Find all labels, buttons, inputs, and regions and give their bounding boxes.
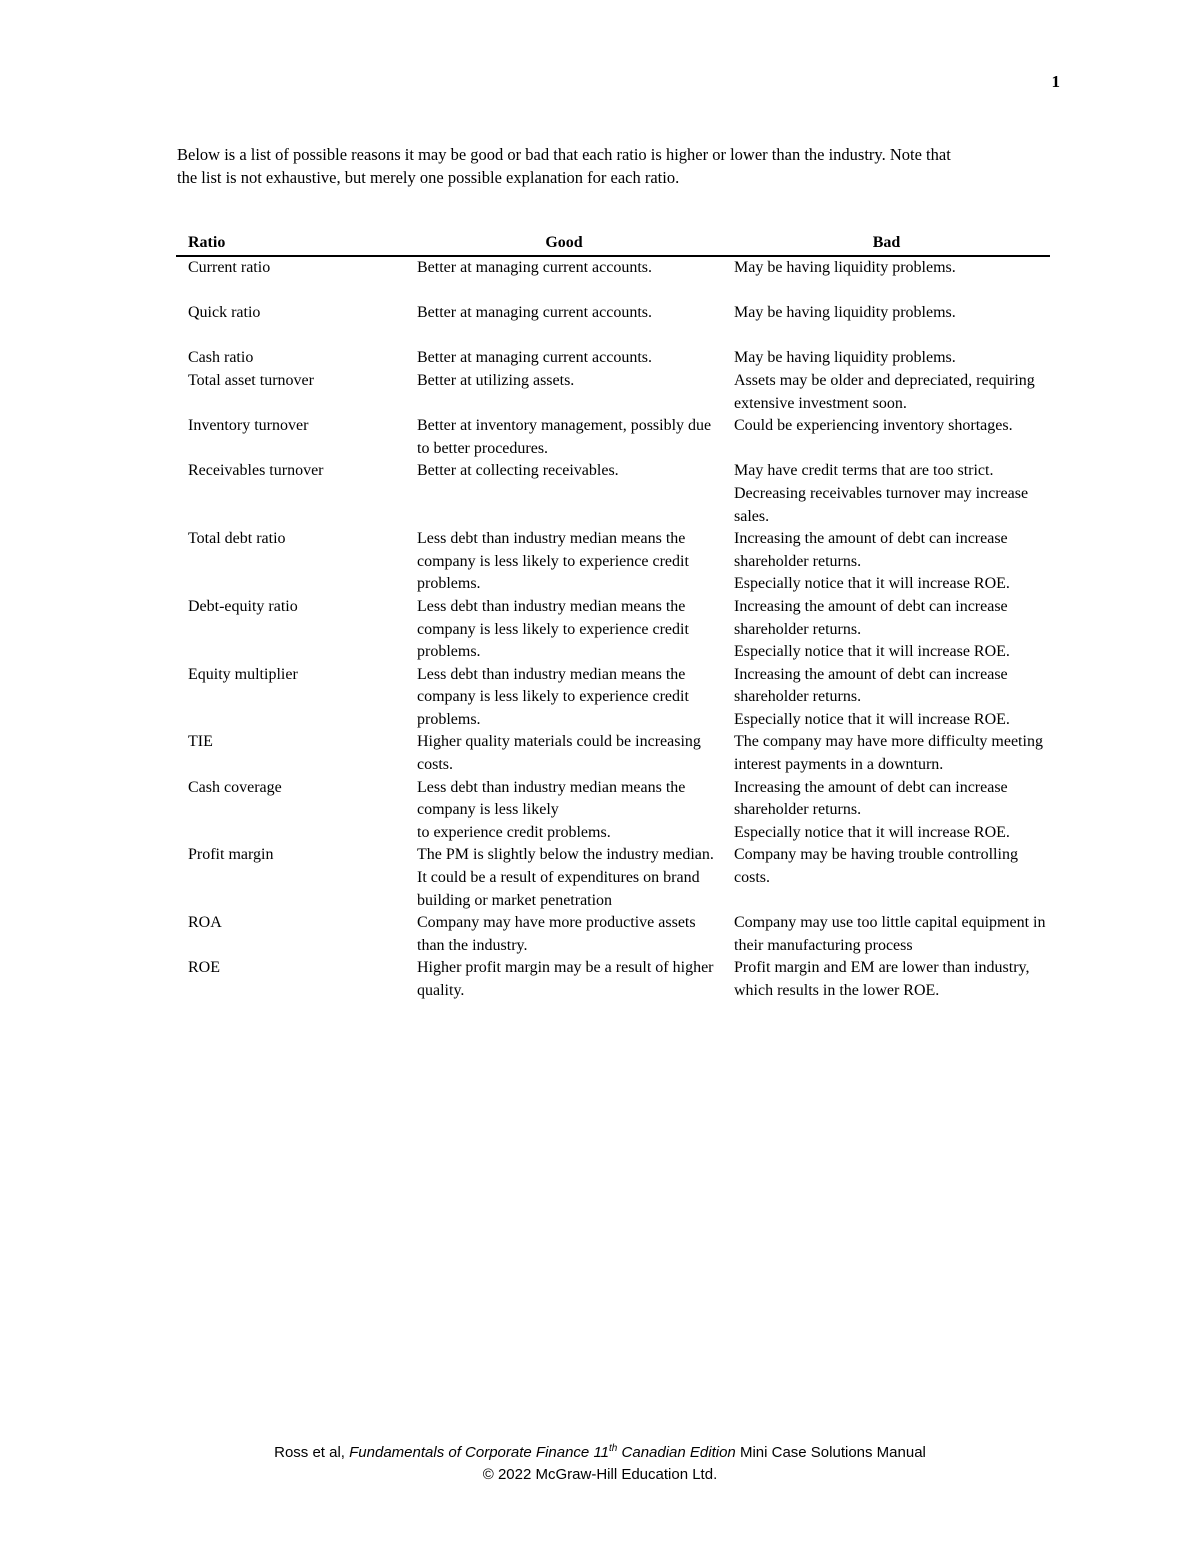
bad-reason: May be having liquidity problems. (734, 304, 956, 322)
bad-reason: Assets may be older and depreciated, requiring extensive investment soon. (734, 371, 1035, 412)
good-reason: Better at collecting receivables. (417, 462, 619, 480)
bad-reason: Increasing the amount of debt can increase shareholder returns. (734, 597, 1008, 638)
bad-reason: May have credit terms that are too strict. Decreasing receivables turnover may increase sales. (734, 462, 1029, 525)
page-number: 1 (1051, 72, 1060, 91)
ratio-name: ROA (188, 914, 222, 932)
table-header-row (176, 232, 1050, 256)
header-bad: Bad (723, 232, 1050, 256)
good-reason: Higher quality materials could be increasing costs. (417, 733, 701, 774)
good-reason-continued: to experience credit problems. (417, 823, 611, 841)
footer-authors: Ross et al, (274, 1444, 350, 1461)
table-row (176, 777, 1050, 845)
ratio-name: Profit margin (188, 846, 274, 864)
table-row (176, 415, 1050, 460)
table-row (176, 302, 1050, 347)
good-reason: Less debt than industry median means the company is less likely to experience credit problems. (417, 530, 689, 593)
good-reason: Better at managing current accounts. (417, 259, 653, 276)
ratio-table (176, 232, 1050, 1003)
good-reason: Better at inventory management, possibly due to better procedures. (417, 417, 712, 457)
good-reason: Company may have more productive assets than the industry. (417, 914, 696, 954)
table-row (176, 460, 1050, 528)
good-reason: Better at utilizing assets. (417, 371, 575, 389)
bad-reason-note: Especially notice that it will increase ROE. (734, 643, 1010, 661)
bad-reason-note: Especially notice that it will increase ROE. (734, 575, 1010, 593)
ratio-name: Cash ratio (188, 349, 254, 367)
good-reason: The PM is slightly below the industry median. It could be a result of expenditures on brand building or market penetration (417, 846, 714, 909)
bad-reason: Profit margin and EM are lower than industry, which results in the lower ROE. (734, 959, 1030, 999)
ratio-name: TIE (188, 733, 213, 751)
bad-reason: May be having liquidity problems. (734, 349, 956, 367)
ratio-name: ROE (188, 959, 220, 977)
table-row (176, 912, 1050, 957)
bad-reason-cell (723, 664, 1050, 732)
footer-copyright: © 2022 McGraw-Hill Education Ltd. (482, 1466, 718, 1483)
good-reason: Better at managing current accounts. (417, 304, 653, 322)
table-row (176, 957, 1050, 1002)
ratio-name: Quick ratio (188, 304, 261, 322)
bad-reason-cell (723, 528, 1050, 596)
bad-reason: The company may have more difficulty meeting interest payments in a downturn. (734, 733, 1043, 774)
bad-reason: Company may be having trouble controlling costs. (734, 846, 1018, 887)
good-reason-cell (405, 777, 723, 845)
header-ratio: Ratio (176, 232, 405, 256)
bad-reason: Company may use too little capital equipment in their manufacturing process (734, 914, 1046, 954)
bad-reason: Increasing the amount of debt can increase shareholder returns. (734, 530, 1008, 570)
footer-book-title: Fundamentals of Corporate Finance 11th Canadian Edition (349, 1443, 736, 1461)
ratio-name: Receivables turnover (188, 462, 324, 480)
footer-edition: Canadian Edition (617, 1444, 736, 1461)
ratio-name: Cash coverage (188, 778, 282, 796)
bad-reason-cell (723, 596, 1050, 664)
good-reason: Less debt than industry median means the company is less likely to experience credit problems. (417, 665, 689, 728)
bad-reason-note: Especially notice that it will increase ROE. (734, 823, 1010, 841)
page-footer (0, 1438, 1200, 1486)
bad-reason-note: Especially notice that it will increase ROE. (734, 710, 1010, 728)
good-reason: Less debt than industry median means the company is less likely (417, 778, 686, 819)
ratio-name: Inventory turnover (188, 417, 309, 435)
table-row (176, 596, 1050, 664)
intro-paragraph: Below is a list of possible reasons it may be good or bad that each ratio is higher or lower than the industry. Note that the list is not exhaustive, but merely one possible explanation for each ratio. (177, 145, 951, 187)
ratio-name: Debt-equity ratio (188, 597, 298, 615)
table-row (176, 370, 1050, 415)
bad-reason-cell (723, 777, 1050, 845)
table-row (176, 731, 1050, 776)
bad-reason: May be having liquidity problems. (734, 259, 956, 276)
ratio-name: Equity multiplier (188, 665, 298, 683)
table-row (176, 664, 1050, 732)
table-row (176, 256, 1050, 302)
bad-reason: Could be experiencing inventory shortages. (734, 417, 1013, 435)
good-reason: Better at managing current accounts. (417, 349, 653, 367)
ratio-name: Total debt ratio (188, 530, 286, 548)
table-row (176, 347, 1050, 370)
bad-reason: Increasing the amount of debt can increase shareholder returns. (734, 778, 1008, 819)
footer-edition-superscript: th (609, 1443, 618, 1454)
table-row (176, 844, 1050, 912)
footer-manual: Mini Case Solutions Manual (735, 1444, 926, 1461)
ratio-name: Total asset turnover (188, 371, 314, 389)
good-reason: Less debt than industry median means the company is less likely to experience credit problems. (417, 597, 689, 661)
header-good: Good (405, 232, 723, 256)
table-row (176, 528, 1050, 596)
bad-reason: Increasing the amount of debt can increase shareholder returns. (734, 665, 1008, 706)
ratio-name: Current ratio (188, 259, 271, 276)
footer-citation (0, 1438, 1200, 1464)
good-reason: Higher profit margin may be a result of higher quality. (417, 959, 714, 999)
